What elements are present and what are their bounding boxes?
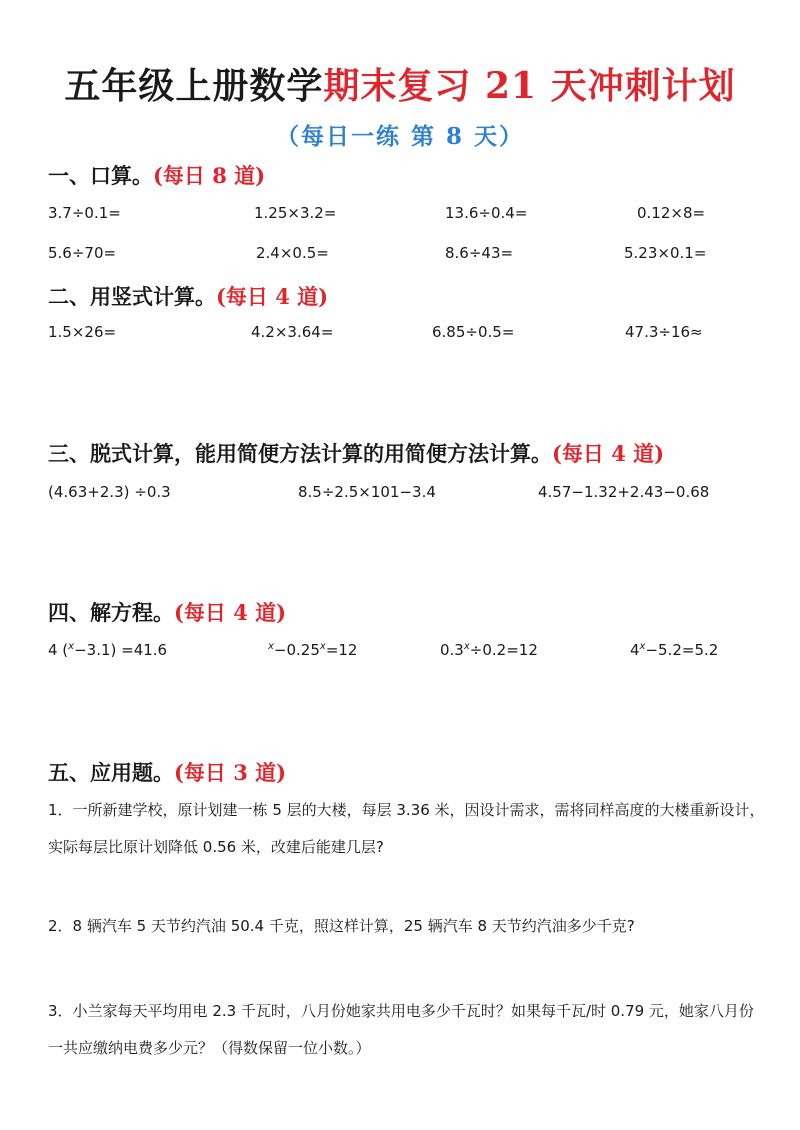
word-problem-2: 2．8 辆汽车 5 天节约汽油 50.4 千克，照这样计算，25 辆汽车 8 天节约汽油多少千克? [48,917,635,935]
s3-item-1: (4.63+2.3) ÷0.3 [48,483,171,501]
section-2-heading [48,281,328,311]
s1-item-3: 13.6÷0.4= [445,204,528,222]
s2-item-2: 4.2×3.64= [251,323,334,341]
variable-x: x [639,641,646,652]
page-title [0,58,800,109]
eq4-part-b: −5.2=5.2 [645,641,719,659]
variable-x: x [463,641,470,652]
section-2-label: 二、用竖式计算。 [48,284,216,309]
section-3-heading [48,438,664,468]
eq2-part-c: =12 [325,641,358,659]
page-subtitle: （每日一练 第 8 天） [275,123,525,150]
s1-item-5: 5.6÷70= [48,244,117,262]
section-2-note: (每日 4 道) [216,284,329,309]
eq3-part-a: 0.3 [440,641,464,659]
variable-x: x [319,641,326,652]
variable-x: x [68,641,75,652]
section-3-note: (每日 4 道) [552,441,665,466]
s1-item-1: 3.7÷0.1= [48,204,121,222]
variable-x: x [268,641,274,652]
section-3-label: 三、脱式计算，能用简便方法计算的用简便方法计算。 [48,441,552,466]
section-5-note: (每日 3 道) [174,760,287,785]
title-red: 期末复习 21 天冲刺计划 [323,65,736,107]
title-black: 五年级上册数学 [64,65,324,107]
section-4-label: 四、解方程。 [48,600,174,625]
s3-item-3: 4.57−1.32+2.43−0.68 [538,483,710,501]
eq2-part-b: −0.25 [273,641,320,659]
section-5-heading [48,757,286,787]
s4-equation-1 [48,641,167,659]
eq1-part-a: 4 ( [48,641,69,659]
s1-item-4: 0.12×8= [637,204,706,222]
section-1-heading [48,160,265,190]
eq3-part-b: ÷0.2=12 [469,641,538,659]
eq4-part-a: 4 [630,641,640,659]
s4-equation-4 [630,641,718,659]
section-1-label: 一、口算。 [48,163,153,188]
section-4-note: (每日 4 道) [174,600,287,625]
word-problem-3: 3．小兰家每天平均用电 2.3 千瓦时，八月份她家共用电多少千瓦时？如果每千瓦/时 0.79 元，她家八月份一共应缴纳电费多少元？（得数保留一位小数。） [48,1002,754,1057]
section-4-heading [48,597,286,627]
s3-item-2: 8.5÷2.5×101−3.4 [298,483,436,501]
s4-equation-3 [440,641,538,659]
s1-item-2: 1.25×3.2= [254,204,337,222]
s2-item-4: 47.3÷16≈ [625,323,703,341]
s1-item-6: 2.4×0.5= [256,244,329,262]
s2-item-3: 6.85÷0.5= [432,323,515,341]
s4-equation-2 [268,641,357,659]
eq1-part-b: −3.1) =41.6 [74,641,168,659]
s1-item-8: 5.23×0.1= [624,244,707,262]
section-5-label: 五、应用题。 [48,760,174,785]
section-1-note: (每日 8 道) [153,163,266,188]
s2-item-1: 1.5×26= [48,323,117,341]
s1-item-7: 8.6÷43= [445,244,514,262]
word-problem-1: 1．一所新建学校，原计划建一栋 5 层的大楼，每层 3.36 米，因设计需求，需将同样高度的大楼重新设计，实际每层比原计划降低 0.56 米，改建后能建几层? [48,801,765,856]
